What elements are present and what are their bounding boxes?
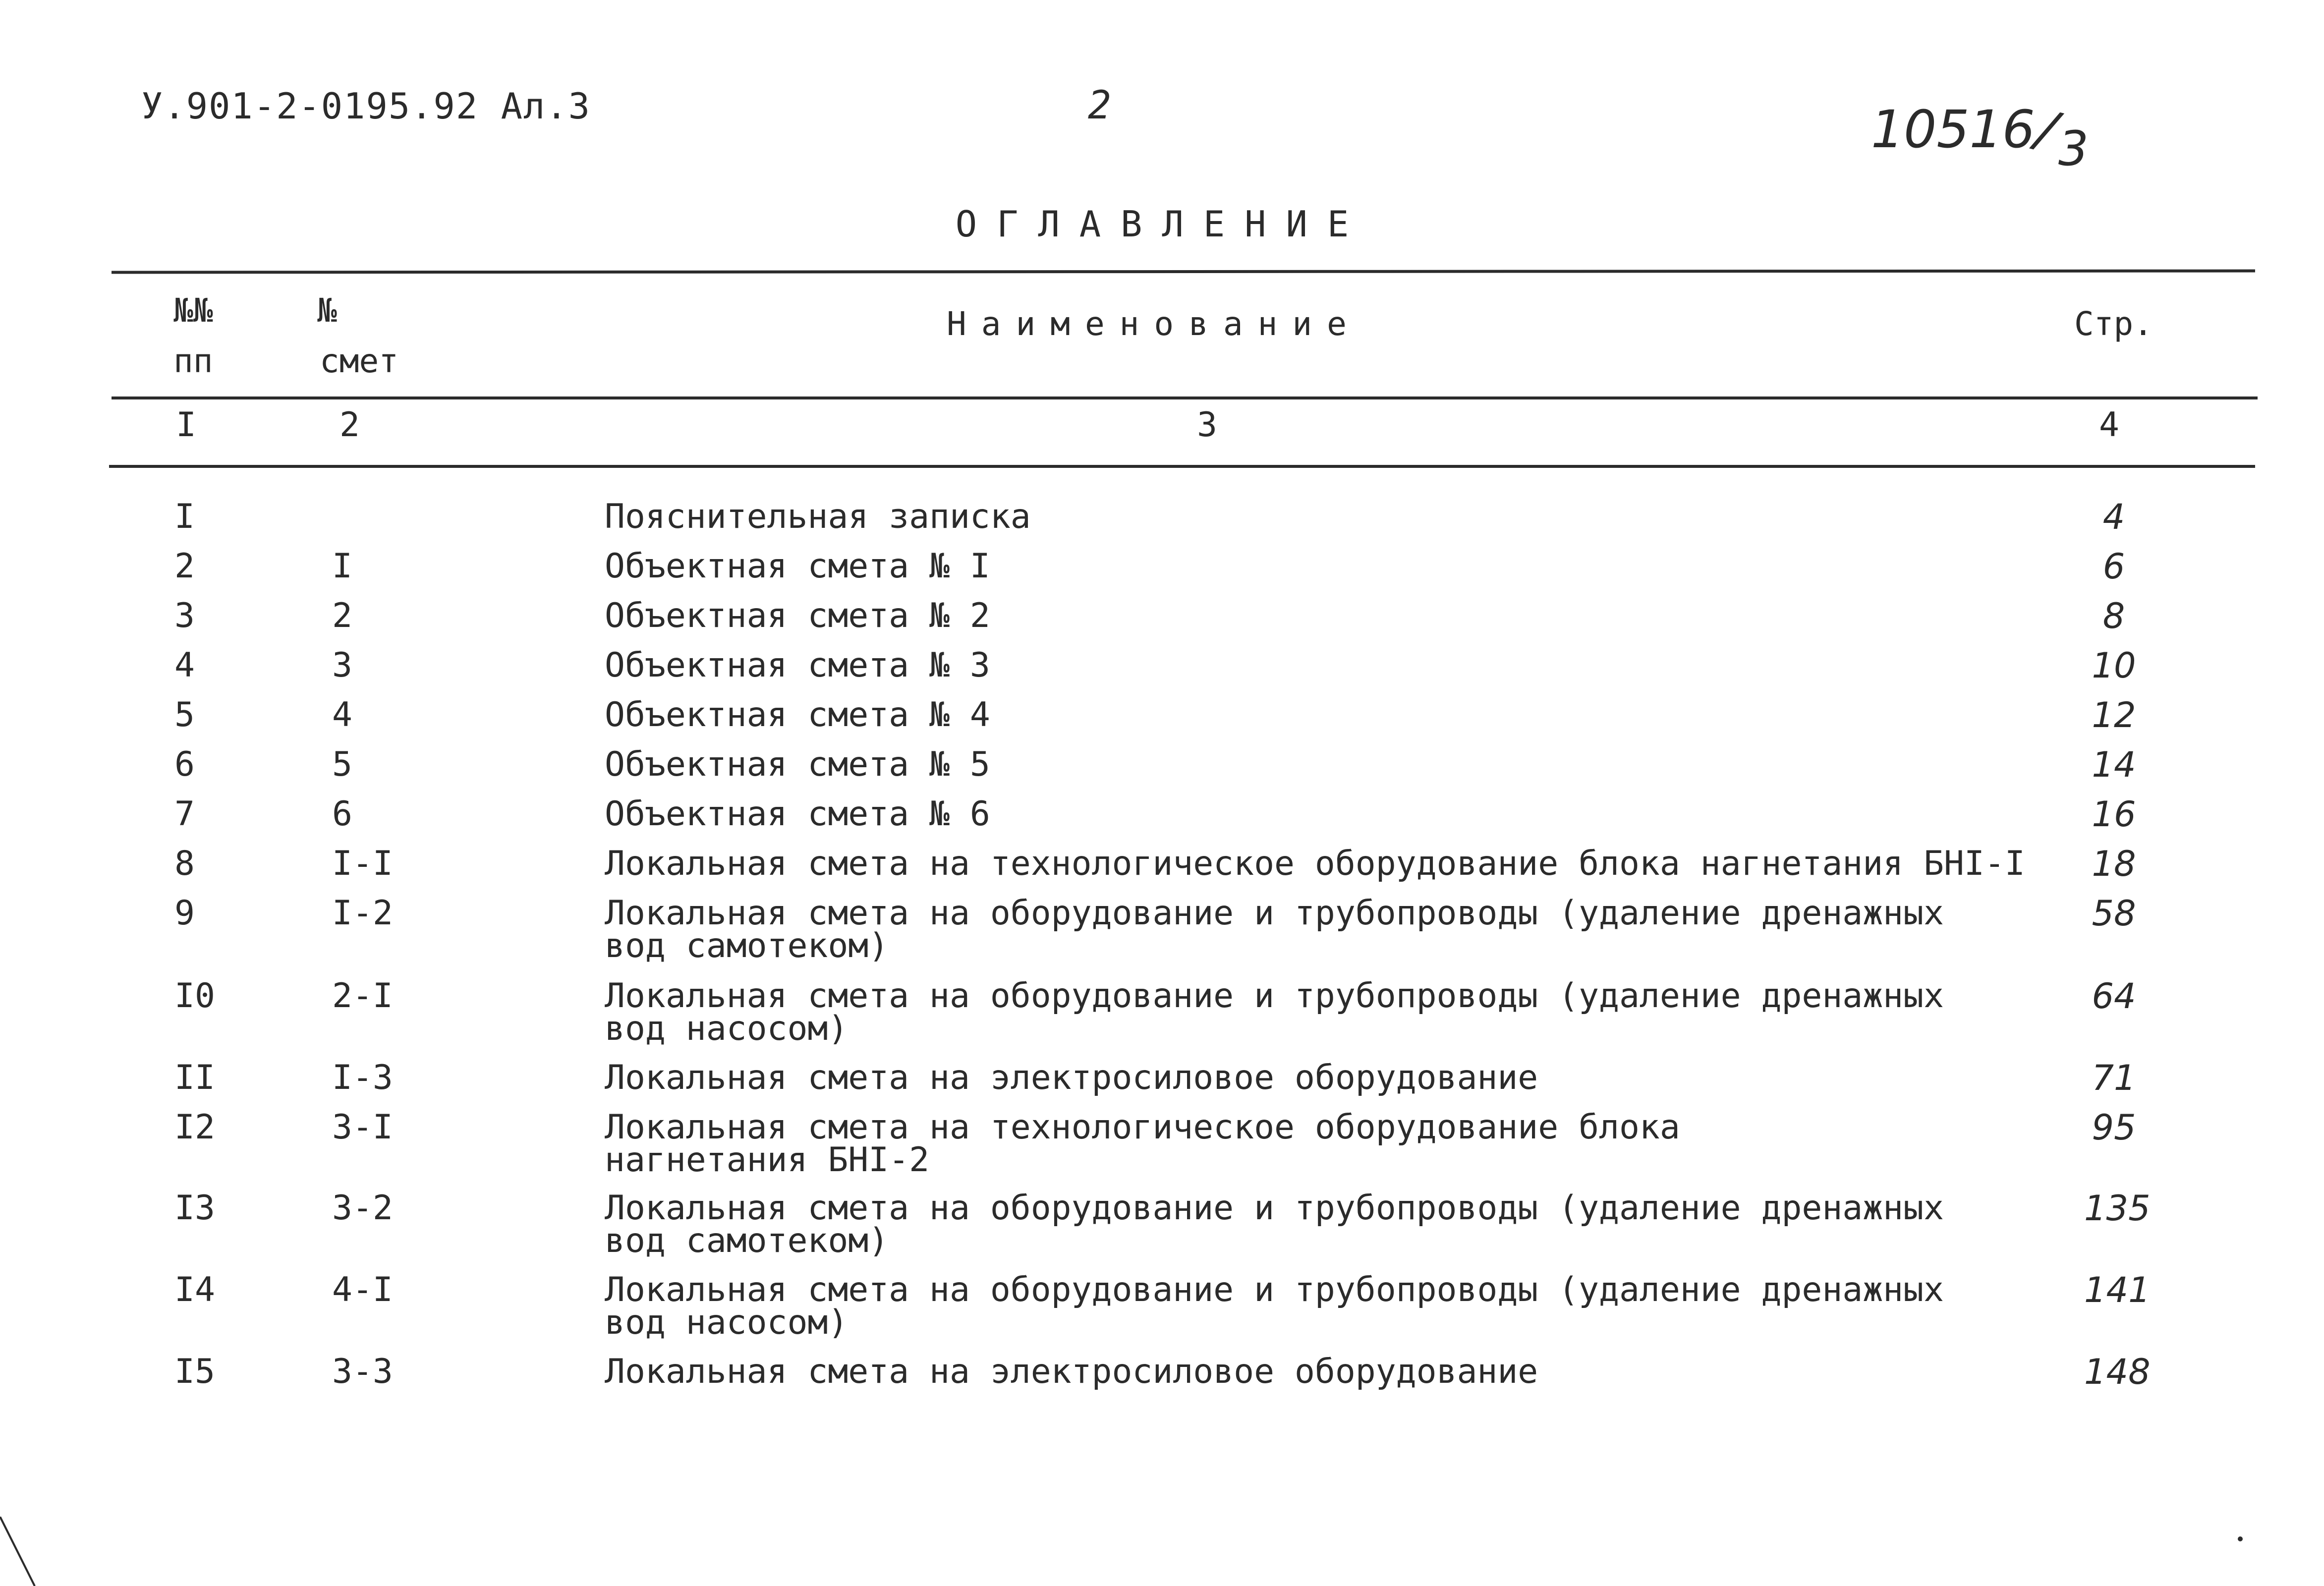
page-ref: 4: [2102, 497, 2125, 537]
estimate-number: I: [332, 547, 352, 586]
document-code: У.901-2-0195.92 Ал.3: [141, 85, 591, 127]
row-number: I0: [174, 976, 215, 1016]
item-name: Локальная смета на оборудование и трубопроводы (удаление дренажных вод насосом): [605, 1270, 1944, 1342]
estimate-number: 4: [332, 695, 352, 735]
column-number-4: 4: [2099, 405, 2119, 445]
estimate-number: I-2: [332, 894, 393, 933]
estimate-number: 5: [332, 745, 352, 784]
archive-number-sub: 3: [2058, 121, 2089, 176]
table-row: [0, 1188, 2324, 1274]
column-numbers-rule: [109, 465, 2255, 468]
item-name: Объектная смета № 2: [605, 596, 990, 635]
table-row: [0, 1058, 2324, 1111]
row-number: 4: [174, 646, 195, 685]
estimate-number: 3: [332, 646, 352, 685]
estimate-number: I-I: [332, 844, 393, 883]
page-ref: 10: [2092, 645, 2136, 686]
row-number: II: [174, 1058, 215, 1097]
estimate-number: 3-2: [332, 1189, 393, 1228]
page-ref: 135: [2084, 1188, 2151, 1229]
item-name: Объектная смета № 6: [605, 794, 990, 834]
item-name: Объектная смета № 4: [605, 695, 990, 735]
page-ref: 95: [2092, 1107, 2136, 1148]
table-row: [0, 1352, 2324, 1405]
item-name: Локальная смета на оборудование и трубопроводы (удаление дренажных вод самотеком): [605, 1189, 1944, 1260]
item-name: Локальная смета на оборудование и трубопроводы (удаление дренажных вод насосом): [605, 976, 1944, 1048]
page-ref: 58: [2092, 893, 2136, 934]
item-name: Локальная смета на технологическое оборудование блока нагнетания БНI-I: [605, 844, 2025, 883]
table-row: [0, 844, 2324, 897]
page-ref: 16: [2092, 794, 2136, 835]
row-number: 9: [174, 894, 195, 933]
page-ref: 8: [2102, 596, 2125, 636]
table-row: [0, 794, 2324, 848]
table-row: [0, 645, 2324, 699]
estimate-number: 3-I: [332, 1108, 393, 1147]
toc-table-body: [0, 497, 2324, 1405]
page-number: 2: [1088, 83, 1111, 128]
item-name: Локальная смета на электросиловое оборудование: [605, 1352, 1538, 1391]
row-number: 3: [174, 596, 195, 635]
page-ref: 18: [2092, 844, 2136, 884]
estimate-number: 2-I: [332, 976, 393, 1016]
item-name: Локальная смета на технологическое оборудование блока нагнетания БНI-2: [605, 1108, 1680, 1180]
header-col1-line1: №№: [173, 291, 213, 330]
row-number: 6: [174, 745, 195, 784]
item-name: Объектная смета № 3: [605, 646, 990, 685]
item-name: Локальная смета на электросиловое оборудование: [605, 1058, 1538, 1097]
table-row: [0, 596, 2324, 649]
page-ref: 12: [2092, 695, 2136, 736]
corner-scan-line: [0, 1517, 45, 1586]
header-col3-name: Наименование: [947, 305, 1361, 343]
estimate-number: 2: [332, 596, 352, 635]
table-row: [0, 546, 2324, 600]
header-bottom-rule: [112, 396, 2258, 399]
header-col2-line2: смет: [320, 342, 398, 380]
item-name: Локальная смета на оборудование и трубопроводы (удаление дренажных вод самотеком): [605, 894, 1944, 965]
table-top-rule: [112, 269, 2255, 274]
row-number: I4: [174, 1270, 215, 1309]
table-row: [0, 1107, 2324, 1192]
estimate-number: 6: [332, 794, 352, 834]
column-number-3: 3: [1197, 405, 1217, 445]
table-row: [0, 976, 2324, 1062]
page-ref: 71: [2092, 1058, 2136, 1098]
row-number: 5: [174, 695, 195, 735]
row-number: 7: [174, 794, 195, 834]
row-number: I5: [174, 1352, 215, 1391]
row-number: I: [174, 497, 195, 536]
page-ref: 141: [2084, 1270, 2151, 1310]
table-row: [0, 893, 2324, 980]
header-col1-line2: пп: [173, 342, 213, 380]
column-number-2: 2: [340, 405, 360, 445]
estimate-number: I-3: [332, 1058, 393, 1097]
page-ref: 6: [2102, 546, 2125, 587]
row-number: I2: [174, 1108, 215, 1147]
table-row: [0, 695, 2324, 748]
row-number: 8: [174, 844, 195, 883]
item-name: Пояснительная записка: [605, 497, 1031, 536]
table-row: [0, 497, 2324, 550]
header-col2-line1: №: [317, 291, 337, 330]
estimate-number: 4-I: [332, 1270, 393, 1309]
archive-number-slash: /: [2031, 98, 2063, 161]
page-ref: 14: [2092, 744, 2136, 785]
header-col4-page: Стр.: [2074, 305, 2153, 343]
table-row: [0, 744, 2324, 798]
column-number-1: I: [176, 405, 196, 445]
page-ref: 64: [2092, 976, 2136, 1017]
table-row: [0, 1270, 2324, 1356]
document-title: ОГЛАВЛЕНИЕ: [955, 203, 1369, 245]
row-number: I3: [174, 1189, 215, 1228]
item-name: Объектная смета № I: [605, 547, 990, 586]
row-number: 2: [174, 547, 195, 586]
page-ref: 148: [2084, 1352, 2151, 1392]
archive-number-main: 10516: [1871, 99, 2035, 160]
archive-number: [1871, 98, 2089, 176]
item-name: Объектная смета № 5: [605, 745, 990, 784]
scan-dot: [2238, 1536, 2243, 1541]
estimate-number: 3-3: [332, 1352, 393, 1391]
